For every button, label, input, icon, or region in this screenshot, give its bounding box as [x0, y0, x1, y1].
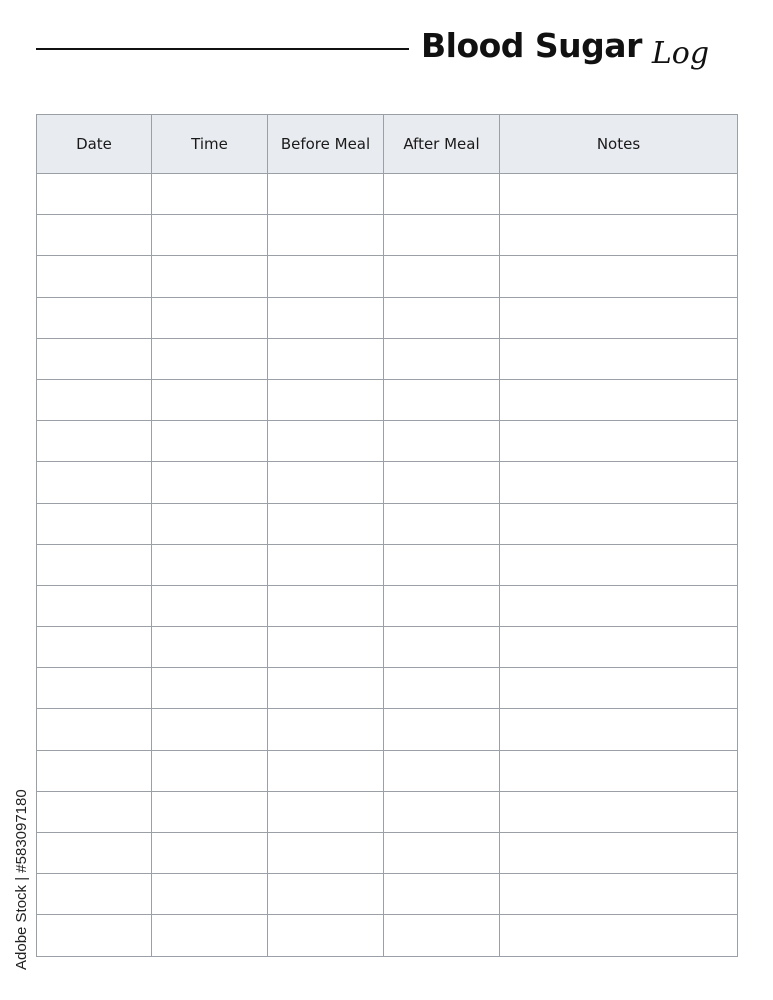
cell-time[interactable] [152, 503, 268, 544]
cell-time[interactable] [152, 338, 268, 379]
table-row [37, 256, 738, 297]
cell-date[interactable] [37, 174, 152, 215]
title-script: Log [651, 36, 710, 71]
cell-after-meal[interactable] [384, 915, 500, 956]
cell-before-meal[interactable] [268, 462, 384, 503]
cell-time[interactable] [152, 833, 268, 874]
cell-notes[interactable] [500, 462, 738, 503]
blood-sugar-log-table [36, 114, 738, 957]
header-row [37, 115, 738, 174]
cell-after-meal[interactable] [384, 503, 500, 544]
cell-date[interactable] [37, 338, 152, 379]
table-row [37, 833, 738, 874]
cell-time[interactable] [152, 256, 268, 297]
cell-time[interactable] [152, 421, 268, 462]
cell-date[interactable] [37, 874, 152, 915]
table-row [37, 627, 738, 668]
cell-before-meal[interactable] [268, 174, 384, 215]
cell-before-meal[interactable] [268, 297, 384, 338]
cell-notes[interactable] [500, 833, 738, 874]
cell-time[interactable] [152, 874, 268, 915]
cell-after-meal[interactable] [384, 874, 500, 915]
cell-date[interactable] [37, 709, 152, 750]
cell-before-meal[interactable] [268, 503, 384, 544]
cell-notes[interactable] [500, 874, 738, 915]
cell-after-meal[interactable] [384, 338, 500, 379]
cell-time[interactable] [152, 174, 268, 215]
cell-notes[interactable] [500, 750, 738, 791]
cell-notes[interactable] [500, 338, 738, 379]
cell-date[interactable] [37, 585, 152, 626]
cell-before-meal[interactable] [268, 668, 384, 709]
cell-time[interactable] [152, 668, 268, 709]
cell-time[interactable] [152, 585, 268, 626]
cell-time[interactable] [152, 462, 268, 503]
cell-before-meal[interactable] [268, 750, 384, 791]
cell-time[interactable] [152, 709, 268, 750]
table-row [37, 709, 738, 750]
page-title [421, 26, 709, 86]
cell-date[interactable] [37, 256, 152, 297]
cell-after-meal[interactable] [384, 750, 500, 791]
table-row [37, 668, 738, 709]
cell-date[interactable] [37, 462, 152, 503]
cell-time[interactable] [152, 791, 268, 832]
cell-before-meal[interactable] [268, 791, 384, 832]
table-row [37, 874, 738, 915]
table-row [37, 174, 738, 215]
title-main: Blood Sugar [421, 26, 642, 65]
cell-before-meal[interactable] [268, 256, 384, 297]
cell-after-meal[interactable] [384, 791, 500, 832]
table-row [37, 503, 738, 544]
cell-after-meal[interactable] [384, 174, 500, 215]
table-row [37, 462, 738, 503]
table-row [37, 421, 738, 462]
cell-before-meal[interactable] [268, 585, 384, 626]
cell-before-meal[interactable] [268, 544, 384, 585]
cell-date[interactable] [37, 215, 152, 256]
column-header-after-meal: After Meal [384, 115, 500, 174]
cell-notes[interactable] [500, 627, 738, 668]
cell-notes[interactable] [500, 915, 738, 956]
cell-before-meal[interactable] [268, 215, 384, 256]
cell-date[interactable] [37, 750, 152, 791]
cell-notes[interactable] [500, 585, 738, 626]
cell-date[interactable] [37, 544, 152, 585]
cell-time[interactable] [152, 297, 268, 338]
title-rule [36, 48, 409, 50]
table-row [37, 544, 738, 585]
cell-date[interactable] [37, 791, 152, 832]
stock-id-watermark: Adobe Stock | #583097180 [13, 789, 30, 970]
log-body [37, 174, 738, 957]
cell-before-meal[interactable] [268, 338, 384, 379]
cell-date[interactable] [37, 421, 152, 462]
cell-after-meal[interactable] [384, 462, 500, 503]
cell-notes[interactable] [500, 174, 738, 215]
table-row [37, 215, 738, 256]
cell-before-meal[interactable] [268, 627, 384, 668]
cell-notes[interactable] [500, 668, 738, 709]
table-row [37, 791, 738, 832]
table-row [37, 297, 738, 338]
cell-notes[interactable] [500, 709, 738, 750]
cell-after-meal[interactable] [384, 256, 500, 297]
cell-date[interactable] [37, 915, 152, 956]
table-row [37, 750, 738, 791]
cell-date[interactable] [37, 379, 152, 420]
cell-date[interactable] [37, 297, 152, 338]
cell-after-meal[interactable] [384, 627, 500, 668]
cell-after-meal[interactable] [384, 544, 500, 585]
cell-before-meal[interactable] [268, 915, 384, 956]
cell-after-meal[interactable] [384, 379, 500, 420]
cell-time[interactable] [152, 544, 268, 585]
cell-time[interactable] [152, 215, 268, 256]
cell-notes[interactable] [500, 791, 738, 832]
table-row [37, 915, 738, 956]
column-header-date: Date [37, 115, 152, 174]
cell-after-meal[interactable] [384, 668, 500, 709]
cell-notes[interactable] [500, 215, 738, 256]
cell-before-meal[interactable] [268, 379, 384, 420]
table-row [37, 585, 738, 626]
cell-notes[interactable] [500, 256, 738, 297]
table-row [37, 379, 738, 420]
cell-after-meal[interactable] [384, 215, 500, 256]
cell-time[interactable] [152, 379, 268, 420]
column-header-before-meal: Before Meal [268, 115, 384, 174]
column-header-time: Time [152, 115, 268, 174]
cell-before-meal[interactable] [268, 421, 384, 462]
cell-time[interactable] [152, 750, 268, 791]
cell-notes[interactable] [500, 297, 738, 338]
cell-date[interactable] [37, 627, 152, 668]
column-header-notes: Notes [500, 115, 738, 174]
cell-notes[interactable] [500, 379, 738, 420]
cell-date[interactable] [37, 833, 152, 874]
cell-time[interactable] [152, 627, 268, 668]
cell-after-meal[interactable] [384, 585, 500, 626]
cell-date[interactable] [37, 668, 152, 709]
cell-date[interactable] [37, 503, 152, 544]
cell-after-meal[interactable] [384, 833, 500, 874]
cell-after-meal[interactable] [384, 297, 500, 338]
cell-after-meal[interactable] [384, 709, 500, 750]
cell-before-meal[interactable] [268, 833, 384, 874]
cell-time[interactable] [152, 915, 268, 956]
cell-before-meal[interactable] [268, 709, 384, 750]
cell-notes[interactable] [500, 544, 738, 585]
cell-notes[interactable] [500, 503, 738, 544]
cell-after-meal[interactable] [384, 421, 500, 462]
table-row [37, 338, 738, 379]
cell-notes[interactable] [500, 421, 738, 462]
cell-before-meal[interactable] [268, 874, 384, 915]
